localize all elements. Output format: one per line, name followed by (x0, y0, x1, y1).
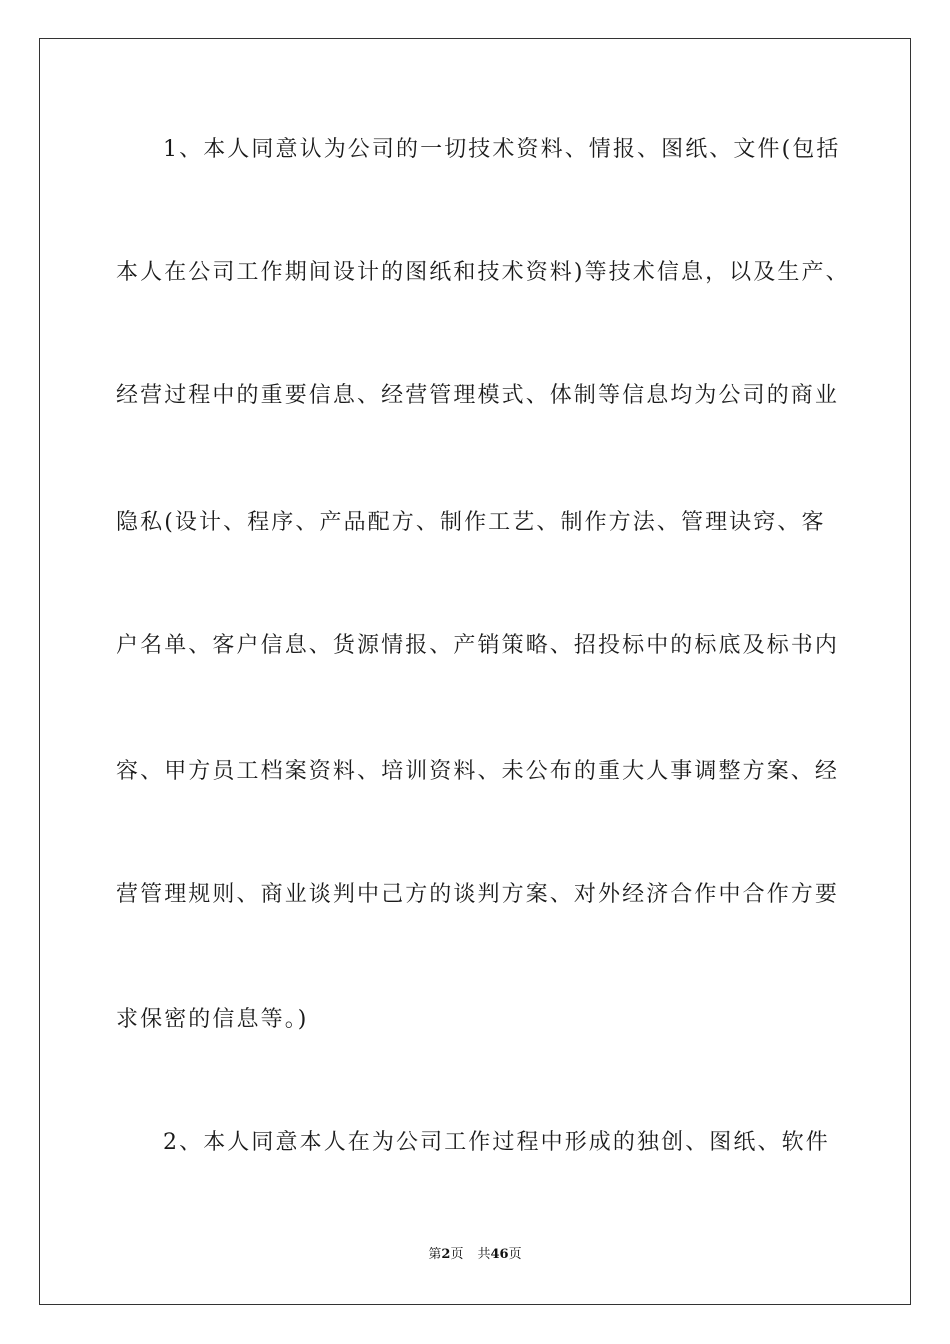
page-suffix: 页 (450, 1247, 464, 1262)
paragraph-1-line-7: 营管理规则、商业谈判中己方的谈判方案、对外经济合作中合作方要 (116, 882, 840, 907)
paragraph-1-line-8: 求保密的信息等。) (116, 1007, 309, 1032)
page-footer (0, 1246, 950, 1264)
total-suffix: 页 (508, 1247, 522, 1262)
paragraph-1-line-6: 容、甲方员工档案资料、培训资料、未公布的重大人事调整方案、经 (116, 759, 840, 784)
page-border (39, 38, 911, 1305)
paragraph-1-line-2: 本人在公司工作期间设计的图纸和技术资料)等技术信息，以及生产、 (116, 260, 850, 285)
total-prefix: 共 (477, 1247, 491, 1262)
paragraph-1-line-3: 经营过程中的重要信息、经营管理模式、体制等信息均为公司的商业 (116, 383, 840, 408)
page-prefix: 第 (428, 1247, 442, 1262)
page-number: 2 (441, 1247, 451, 1262)
paragraph-1-line-5: 户名单、客户信息、货源情报、产销策略、招投标中的标底及标书内 (116, 633, 840, 658)
paragraph-2-line-1: 2、本人同意本人在为公司工作过程中形成的独创、图纸、软件 (163, 1130, 830, 1155)
paragraph-1-line-1: 1、本人同意认为公司的一切技术资料、情报、图纸、文件(包括 (163, 137, 841, 162)
total-pages: 46 (490, 1247, 509, 1262)
paragraph-1-line-4: 隐私(设计、程序、产品配方、制作工艺、制作方法、管理诀窍、客 (116, 510, 826, 535)
